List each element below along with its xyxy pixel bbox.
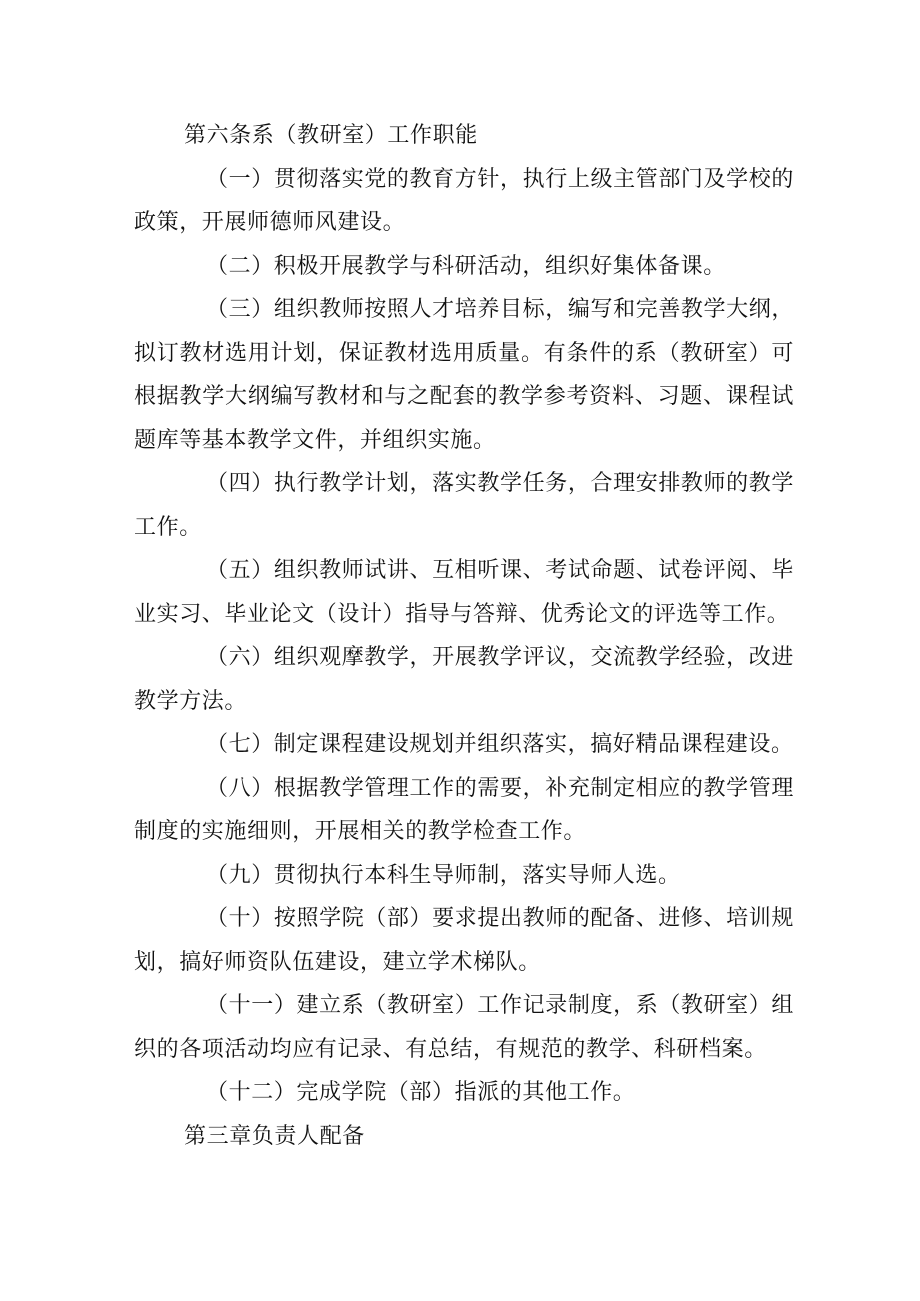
duty-item-7: （七）制定课程建设规划并组织落实，搞好精品课程建设。 <box>206 732 794 757</box>
chapter-heading: 第三章负责人配备 <box>184 1123 365 1149</box>
duty-item-6: （六）组织观摩教学，开展教学评议，交流教学经验，改进教学方法。 <box>134 645 794 714</box>
article-heading: 第六条系（教研室）工作职能 <box>184 123 478 148</box>
duty-item-11: （十一）建立系（教研室）工作记录制度，系（教研室）组织的各项活动均应有记录、有总结，有规范的教学、科研档案。 <box>134 993 794 1062</box>
duty-item-2: （二）积极开展教学与科研活动，组织好集体备课。 <box>206 253 726 279</box>
duty-item-12: （十二）完成学院（部）指派的其他工作。 <box>206 1080 636 1105</box>
duty-item-1: （一）贯彻落实党的教育方针，执行上级主管部门及学校的政策，开展师德师风建设。 <box>134 166 794 235</box>
duty-item-3: （三）组织教师按照人才培养目标，编写和完善教学大纲，拟订教材选用计划，保证教材选用质量。有条件的系（教研室）可根据教学大纲编写教材和与之配套的教学参考资料、习题、课程试题库等基本教学文件，并组织实施。 <box>134 297 794 453</box>
duty-item-10: （十）按照学院（部）要求提出教师的配备、进修、培训规划，搞好师资队伍建设，建立学术梯队。 <box>134 906 794 975</box>
duty-item-8: （八）根据教学管理工作的需要，补充制定相应的教学管理制度的实施细则，开展相关的教学检查工作。 <box>134 775 794 844</box>
duty-item-9: （九）贯彻执行本科生导师制，落实导师人选。 <box>206 862 681 888</box>
duty-item-5: （五）组织教师试讲、互相听课、考试命题、试卷评阅、毕业实习、毕业论文（设计）指导与答辩、优秀论文的评选等工作。 <box>134 558 794 627</box>
duty-item-4: （四）执行教学计划，落实教学任务，合理安排教师的教学工作。 <box>134 471 794 540</box>
document-body <box>134 114 794 1158</box>
